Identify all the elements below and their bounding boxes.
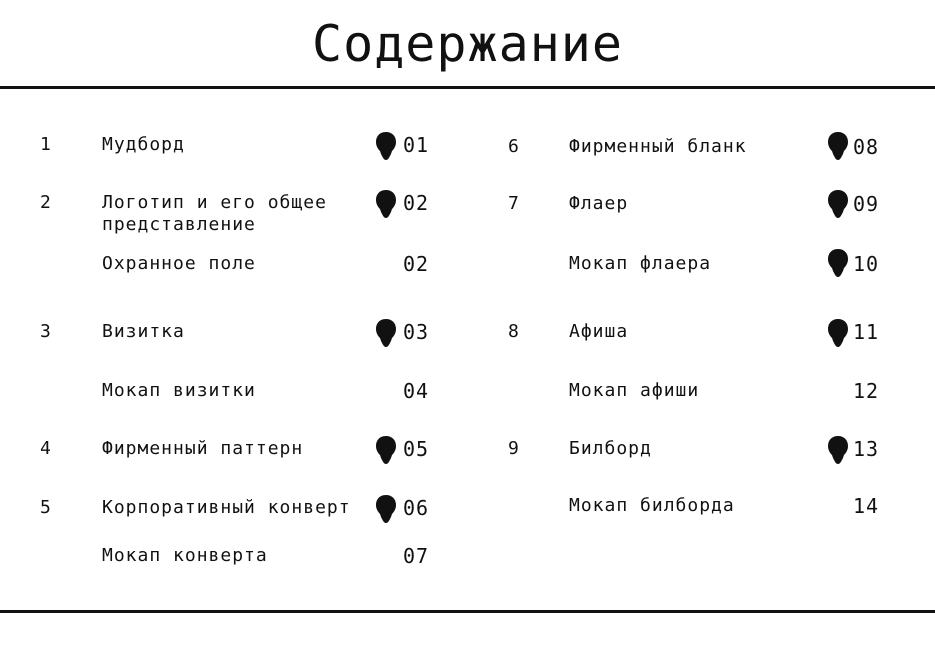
toc-item-business-card[interactable]: Визитка [102, 321, 185, 342]
toc-page-13: 13 [853, 437, 880, 461]
page-title: Содержание [311, 15, 624, 73]
toc-number-5: 5 [40, 497, 52, 518]
toc-page-02b: 02 [403, 252, 430, 276]
toc-page-11: 11 [853, 320, 880, 344]
toc-page-10: 10 [853, 252, 880, 276]
toc-item-billboard[interactable]: Билборд [569, 438, 652, 459]
head-silhouette-icon [827, 131, 849, 161]
toc-page-01: 01 [403, 133, 430, 157]
bottom-divider [0, 610, 935, 613]
toc-number-9: 9 [508, 438, 520, 459]
head-silhouette-icon [827, 248, 849, 278]
head-silhouette-icon [827, 435, 849, 465]
toc-number-6: 6 [508, 136, 520, 157]
toc-item-logo[interactable]: Логотип и его общее представление [102, 192, 327, 235]
toc-item-letterhead[interactable]: Фирменный бланк [569, 136, 747, 157]
toc-number-3: 3 [40, 321, 52, 342]
toc-number-7: 7 [508, 193, 520, 214]
toc-item-envelope-mockup[interactable]: Мокап конверта [102, 545, 268, 566]
toc-page-08: 08 [853, 135, 880, 159]
toc-number-8: 8 [508, 321, 520, 342]
head-silhouette-icon [375, 435, 397, 465]
toc-page-05: 05 [403, 437, 430, 461]
toc-page-09: 09 [853, 192, 880, 216]
head-silhouette-icon [375, 189, 397, 219]
toc-item-flyer[interactable]: Флаер [569, 193, 629, 214]
toc-number-4: 4 [40, 438, 52, 459]
head-silhouette-icon [827, 318, 849, 348]
toc-item-clear-space[interactable]: Охранное поле [102, 253, 256, 274]
head-silhouette-icon [375, 318, 397, 348]
head-silhouette-icon [375, 494, 397, 524]
toc-item-billboard-mockup[interactable]: Мокап билборда [569, 495, 735, 516]
toc-item-envelope[interactable]: Корпоративный конверт [102, 497, 351, 518]
toc-page-03: 03 [403, 320, 430, 344]
toc-page-14: 14 [853, 494, 880, 518]
toc-item-poster[interactable]: Афиша [569, 321, 629, 342]
top-divider [0, 86, 935, 89]
toc-page-02: 02 [403, 191, 430, 215]
toc-item-flyer-mockup[interactable]: Мокап флаера [569, 253, 712, 274]
toc-item-pattern[interactable]: Фирменный паттерн [102, 438, 304, 459]
toc-page-06: 06 [403, 496, 430, 520]
toc-item-business-card-mockup[interactable]: Мокап визитки [102, 380, 256, 401]
head-silhouette-icon [827, 189, 849, 219]
toc-number-2: 2 [40, 192, 52, 213]
toc-number-1: 1 [40, 134, 52, 155]
toc-page-12: 12 [853, 379, 880, 403]
toc-page-04: 04 [403, 379, 430, 403]
toc-page-07: 07 [403, 544, 430, 568]
toc-item-moodboard[interactable]: Мудборд [102, 134, 185, 155]
head-silhouette-icon [375, 131, 397, 161]
toc-item-poster-mockup[interactable]: Мокап афиши [569, 380, 700, 401]
